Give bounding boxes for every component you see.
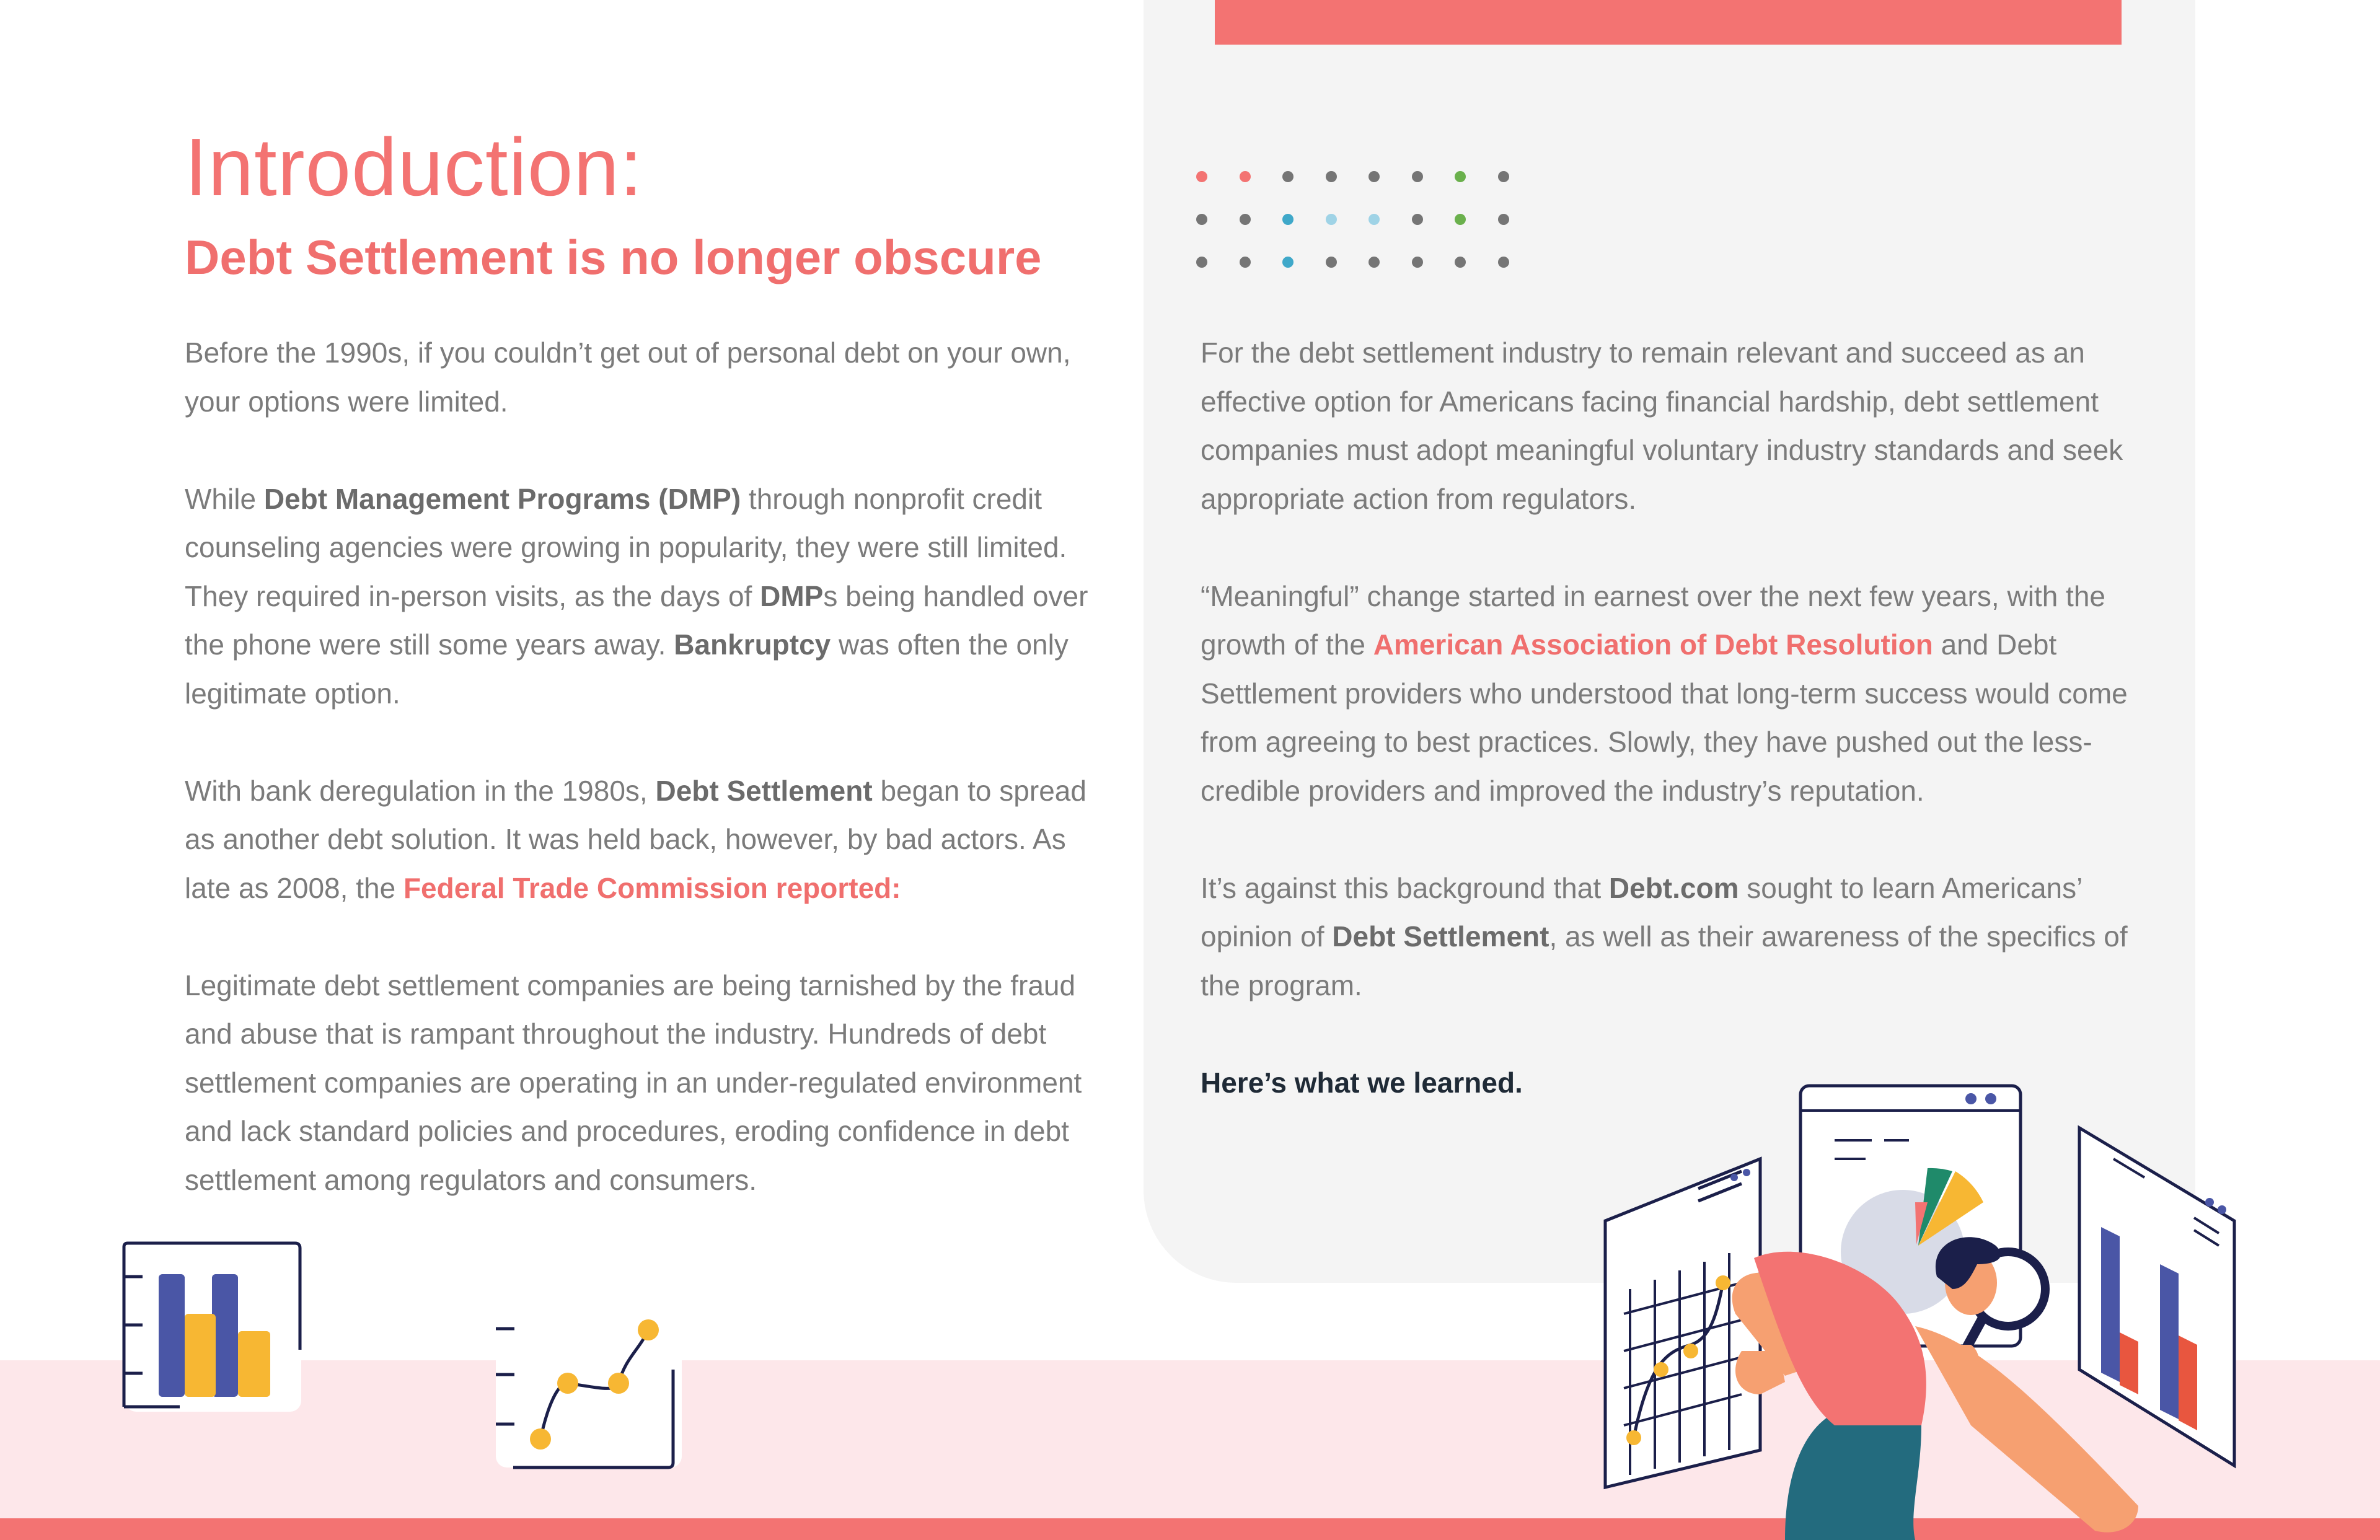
left-column — [185, 328, 1114, 1253]
decor-dot — [1240, 214, 1251, 225]
decor-dot — [1240, 171, 1251, 182]
decor-dot — [1498, 257, 1509, 268]
decor-dot — [1455, 257, 1466, 268]
page-subtitle: Debt Settlement is no longer obscure — [185, 230, 1042, 284]
decor-dot — [1412, 171, 1423, 182]
decor-dot — [1368, 257, 1380, 268]
decor-dot — [1498, 214, 1509, 225]
top-accent-bar — [1215, 0, 2122, 45]
aadr-link[interactable]: American Association of Debt Resolution — [1373, 628, 1933, 661]
decor-dot — [1240, 257, 1251, 268]
paragraph: With bank deregulation in the 1980s, Debt Settlement began to spread as another debt solution. It was held back, however, by bad actors. As late as 2008, the Federal Trade Commission reported: — [185, 774, 1086, 904]
bold-term: DMP — [760, 579, 824, 612]
decor-dot — [1326, 214, 1337, 225]
page-title: Introduction: — [185, 121, 643, 213]
paragraph: While Debt Management Programs (DMP) through nonprofit credit counseling agencies were growing in popularity, they were still limited. They required in-person visits, as the days of DMPs being handled over the phone were still some years away. Bankruptcy was often the only legitimate option. — [185, 482, 1088, 710]
decor-dot — [1412, 214, 1423, 225]
decor-dot — [1498, 171, 1509, 182]
bold-term: Debt Management Programs (DMP) — [263, 482, 741, 515]
decor-dot — [1368, 214, 1380, 225]
right-column — [1201, 328, 2167, 1156]
closing-line: Here’s what we learned. — [1201, 1066, 1523, 1099]
decor-dot — [1282, 257, 1294, 268]
quote-paragraph: Legitimate debt settlement companies are being tarnished by the fraud and abuse that is rampant throughout the industry. Hundreds of debt settlement companies are operating in an under-regulated environment and lack standard policies and procedures, eroding confidence in debt settlement among regulators and consumers. — [185, 969, 1082, 1196]
decor-dot — [1282, 171, 1294, 182]
bold-term: Debt.com — [1608, 871, 1739, 904]
paragraph: For the debt settlement industry to remain relevant and succeed as an effective option for Americans facing financial hardship, debt settlement companies must adopt meaningful voluntary industry standards and seek appropriate action from regulators. — [1201, 337, 2123, 515]
decor-dot — [1326, 171, 1337, 182]
decor-dot — [1282, 214, 1294, 225]
bold-term: Debt Settlement — [655, 774, 873, 807]
paragraph: “Meaningful” change started in earnest over the next few years, with the growth of the American Association of Debt Resolution and Debt Settlement providers who understood that long-term success would come from agreeing to best practices. Slowly, they have pushed out the less-credible providers and improved the industry’s reputation. — [1201, 579, 2128, 807]
decor-dot — [1368, 171, 1380, 182]
analyst-illustration — [1599, 1078, 2250, 1540]
line-chart-icon — [490, 1295, 688, 1475]
left-graph-panel — [1605, 1159, 1760, 1487]
bold-term: Bankruptcy — [674, 628, 831, 661]
right-graph-panel — [2079, 1128, 2234, 1466]
dot-grid-decoration — [1196, 171, 1518, 283]
ftc-link[interactable]: Federal Trade Commission reported: — [403, 871, 901, 904]
decor-dot — [1196, 257, 1207, 268]
decor-dot — [1196, 214, 1207, 225]
decor-dot — [1455, 214, 1466, 225]
decor-dot — [1326, 257, 1337, 268]
paragraph: Before the 1990s, if you couldn’t get out of personal debt on your own, your options were limited. — [185, 337, 1071, 418]
decor-dot — [1196, 171, 1207, 182]
bold-term: Debt Settlement — [1332, 920, 1549, 953]
bar-chart-icon — [118, 1238, 310, 1418]
decor-dot — [1412, 257, 1423, 268]
paragraph: It’s against this background that Debt.com sought to learn Americans’ opinion of Debt Settlement, as well as their awareness of the specifics of the program. — [1201, 871, 2128, 1001]
decor-dot — [1455, 171, 1466, 182]
